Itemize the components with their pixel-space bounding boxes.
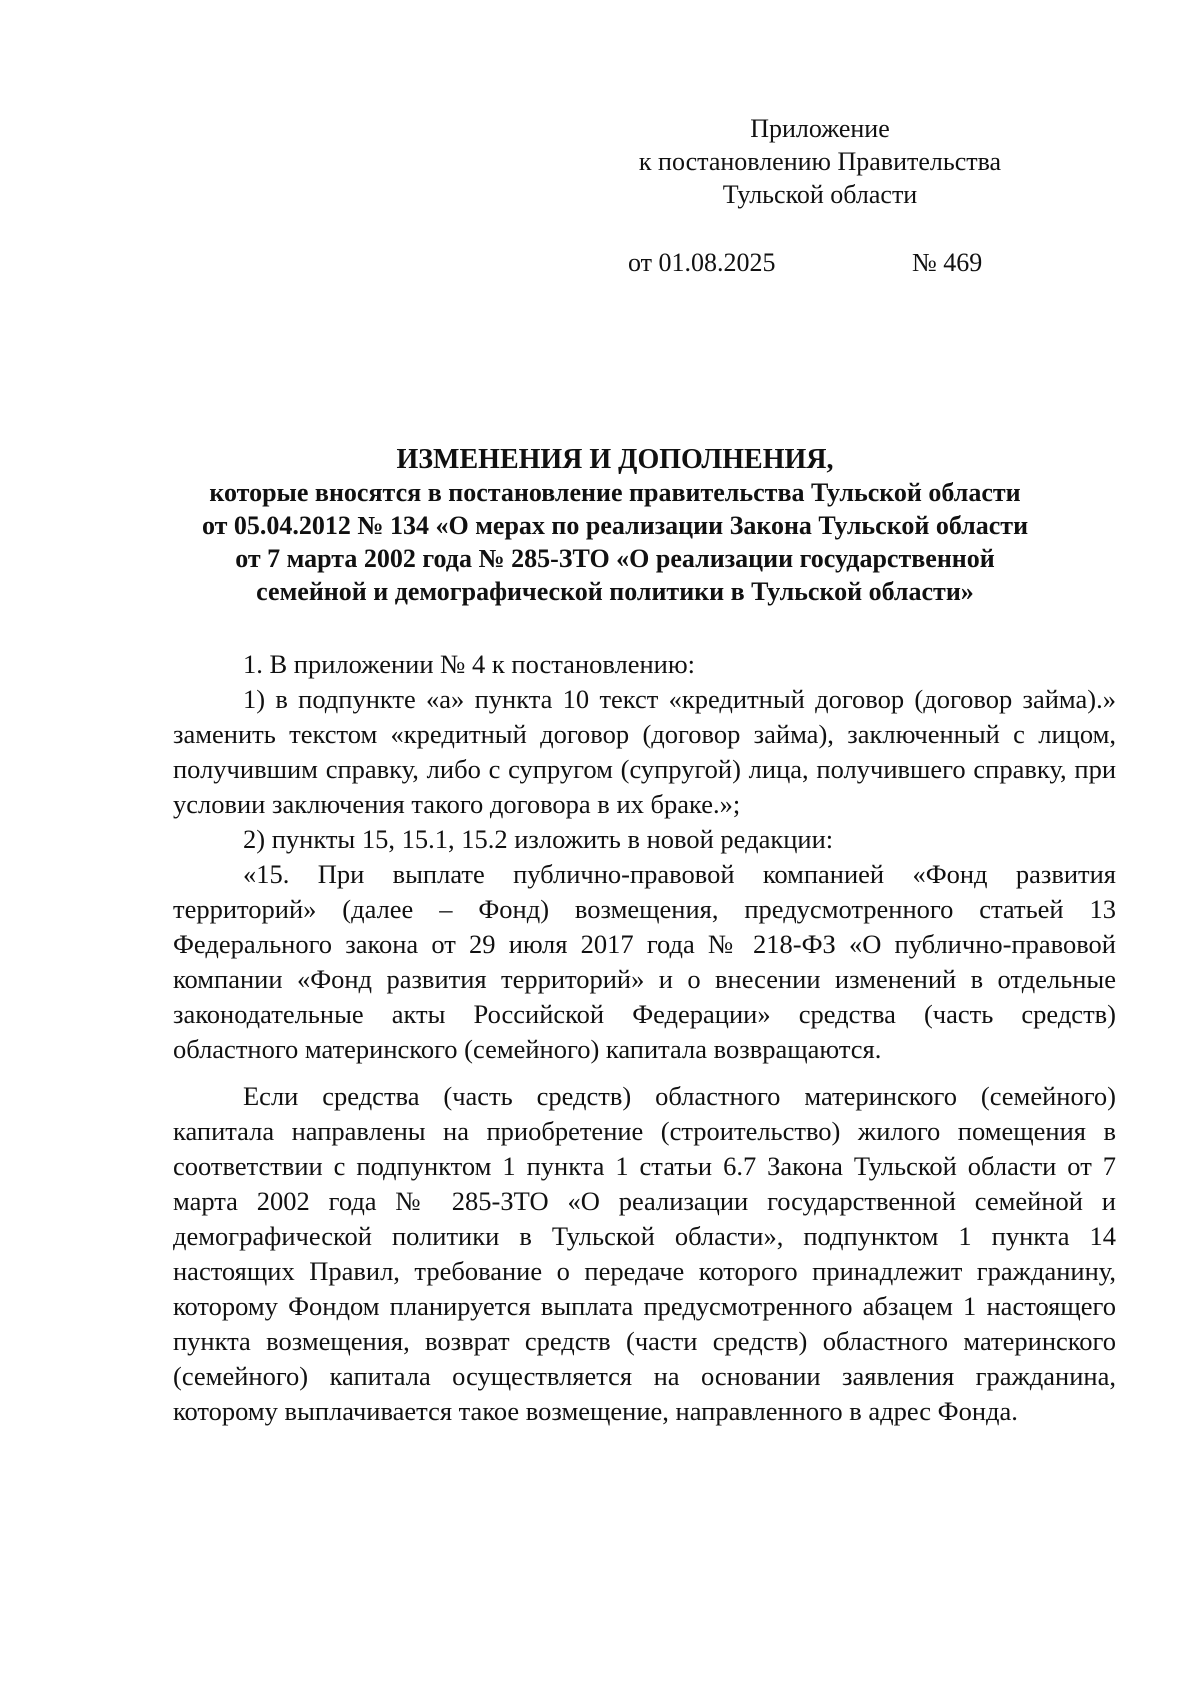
resolution-number: № 469 — [912, 248, 983, 277]
title-line-4: семейной и демографической политики в Тульской области» — [256, 577, 974, 606]
appendix-reference: к постановлению Правительства — [638, 147, 1002, 176]
document-title — [150, 443, 1080, 608]
paragraph-2: 1) в подпункте «а» пункта 10 текст «кредитный договор (договор займа).» заменить текстом «кредитный договор (договор займа), заключенный с лицом, получившим справку, либо с супругом (супругой) лица, получившего справку, при условии заключения такого договора в их браке.»; — [173, 684, 1116, 819]
paragraph-4: «15. При выплате публично-правовой компанией «Фонд развития территорий» (далее – Фонд) возмещения, предусмотренного статьей 13 Федерального закона от 29 июля 2017 года № 218-ФЗ «О публично-правовой компании «Фонд развития территорий» и о внесении изменений в отдельные законодательные акты Российской Федерации» средства (часть средств) областного материнского (семейного) капитала возвращаются. — [173, 859, 1116, 1064]
appendix-header — [600, 112, 1040, 211]
resolution-date: от 01.08.2025 — [628, 248, 776, 277]
document-body — [173, 647, 1116, 1429]
appendix-title: Приложение — [750, 114, 890, 143]
title-line-3: от 7 марта 2002 года № 285-ЗТО «О реализации государственной — [235, 544, 995, 573]
title-line-2: от 05.04.2012 № 134 «О мерах по реализации Закона Тульской области — [201, 511, 1029, 540]
appendix-region: Тульской области — [722, 180, 918, 209]
title-heading: ИЗМЕНЕНИЯ И ДОПОЛНЕНИЯ, — [396, 444, 834, 475]
paragraph-1: 1. В приложении № 4 к постановлению: — [243, 649, 696, 679]
paragraph-3: 2) пункты 15, 15.1, 15.2 изложить в новой редакции: — [243, 824, 834, 854]
title-line-1: которые вносятся в постановление правительства Тульской области — [209, 478, 1021, 507]
paragraph-5: Если средства (часть средств) областного материнского (семейного) капитала направлены на приобретение (строительство) жилого помещения в соответствии с подпунктом 1 пункта 1 статьи 6.7 Закона Тульской области от 7 марта 2002 года № 285-ЗТО «О реализации государственной семейной и демографической политики в Тульской области», подпунктом 1 пункта 14 настоящих Правил, требование о передаче которого принадлежит гражданину, которому Фондом планируется выплата предусмотренного абзацем 1 настоящего пункта возмещения, возврат средств (части средств) областного материнского (семейного) капитала осуществляется на основании заявления гражданина, которому выплачивается такое возмещение, направленного в адрес Фонда. — [173, 1081, 1116, 1426]
